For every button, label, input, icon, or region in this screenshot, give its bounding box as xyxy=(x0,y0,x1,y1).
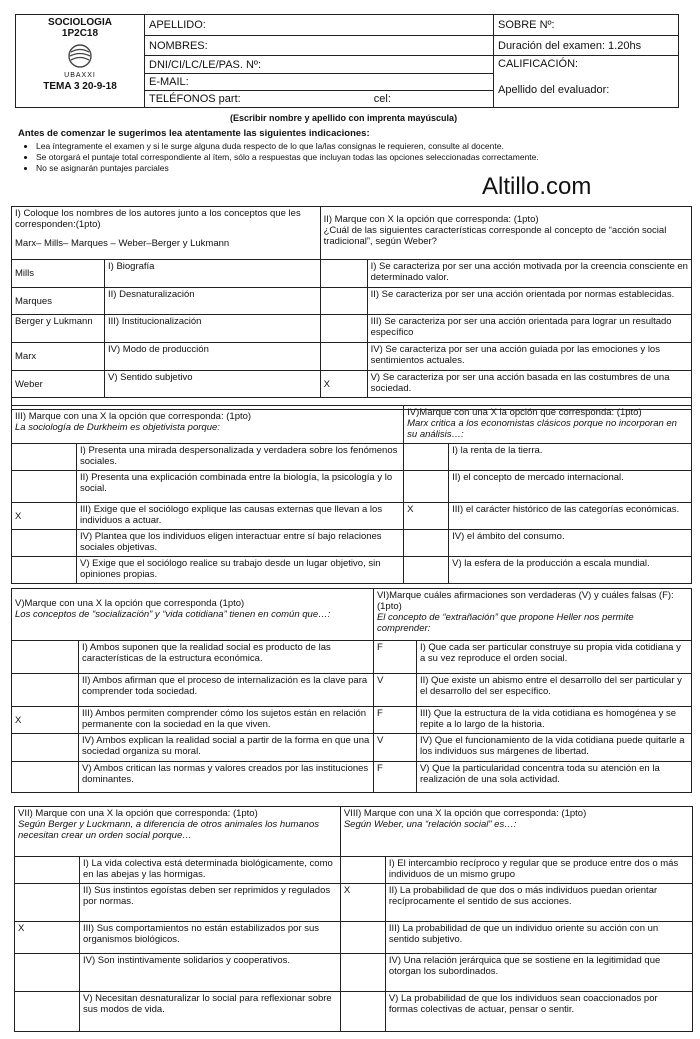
q1-authors: Marx– Mills– Marques – Weber–Berger y Lukmann xyxy=(15,238,230,249)
q6-option: IV) Que el funcionamiento de la vida cotidiana puede quitarle a los individuos sus márgenes de libertad. xyxy=(416,734,691,762)
q3-title: III) Marque con una X la opción que corresponda: (1pto) xyxy=(15,411,252,422)
q4-mark-cell[interactable] xyxy=(404,530,449,557)
q2-mark-cell[interactable]: X xyxy=(320,371,367,398)
q6-header xyxy=(373,589,691,641)
q1-concept: IV) Modo de producción xyxy=(105,343,321,371)
uba-logo-icon xyxy=(60,43,100,69)
course-box xyxy=(16,15,145,108)
question-block-5-6 xyxy=(11,588,692,793)
q6-option: III) Que la estructura de la vida cotidiana es homogénea y se repite a lo largo de la historia. xyxy=(416,707,691,734)
q2-header xyxy=(320,207,691,260)
q8-mark-cell[interactable] xyxy=(340,922,385,954)
course-code: 1P2C18 xyxy=(61,28,99,39)
q2-option: IV) Se caracteriza por ser una acción guiada por las emociones y los sentimientos actuales. xyxy=(367,343,691,371)
q1-concept: I) Biografía xyxy=(105,260,321,288)
q1-author-cell[interactable]: Marx xyxy=(12,343,105,371)
q1-author-cell[interactable]: Mills xyxy=(12,260,105,288)
q1-author-cell[interactable]: Marques xyxy=(12,288,105,315)
calificacion-label: CALIFICACIÓN: xyxy=(498,58,579,70)
q4-mark-cell[interactable] xyxy=(404,444,449,471)
q6-option: V) Que la particularidad concentra toda su atención en la realización de una sola actividad. xyxy=(416,762,691,793)
q4-option: I) la renta de la tierra. xyxy=(449,444,692,471)
course-name: SOCIOLOGIA xyxy=(48,17,112,28)
q2-option: I) Se caracteriza por ser una acción motivada por la creencia consciente en determinado valor. xyxy=(367,260,691,288)
q6-mark-cell[interactable]: F xyxy=(373,707,416,734)
q7-title: VII) Marque con una X la opción que corresponda: (1pto) xyxy=(18,808,258,819)
q8-option: IV) Una relación jerárquica que se sostiene en la legitimidad que otorgan los subordinados. xyxy=(385,954,692,992)
q8-title: VIII) Marque con una X la opción que corresponda: (1pto) xyxy=(343,808,587,819)
q7-header xyxy=(15,807,341,857)
q2-mark-cell[interactable] xyxy=(320,343,367,371)
q2-title: II) Marque con X la opción que corresponda: (1pto) xyxy=(323,214,539,225)
q4-question: Marx critica a los economistas clásicos porque no incorporan en su análisis…: xyxy=(407,418,677,440)
q8-mark-cell[interactable] xyxy=(340,857,385,884)
q8-mark-cell[interactable]: X xyxy=(340,884,385,922)
watermark: Altillo.com xyxy=(482,173,592,200)
q7-mark-cell[interactable] xyxy=(15,857,80,884)
telefonos-field[interactable] xyxy=(145,91,494,108)
q6-mark-cell[interactable]: F xyxy=(373,641,416,674)
q3-mark-cell[interactable] xyxy=(12,444,77,471)
q1-header xyxy=(12,207,321,260)
cel-label: cel: xyxy=(373,93,391,105)
q7-option: II) Sus instintos egoístas deben ser reprimidos y regulados por normas. xyxy=(80,884,341,922)
q5-option: IV) Ambos explican la realidad social a partir de la forma en que una sociedad organiza su moral. xyxy=(79,734,374,762)
q5-option: I) Ambos suponen que la realidad social es producto de las características de la estructura económica. xyxy=(79,641,374,674)
q4-mark-cell[interactable] xyxy=(404,471,449,503)
q3-option: II) Presenta una explicación combinada entre la biología, la psicología y lo social. xyxy=(77,471,404,503)
q5-mark-cell[interactable]: X xyxy=(12,707,79,734)
q8-mark-cell[interactable] xyxy=(340,954,385,992)
q1-author-cell[interactable]: Weber xyxy=(12,371,105,398)
q8-option: III) La probabilidad de que un individuo oriente su acción con un sentido subjetivo. xyxy=(385,922,692,954)
q3-mark-cell[interactable] xyxy=(12,471,77,503)
dni-field[interactable]: DNI/CI/LC/LE/PAS. Nº: xyxy=(145,56,494,74)
q6-mark-cell[interactable]: V xyxy=(373,734,416,762)
q5-option: V) Ambos critican las normas y valores creados por las instituciones dominantes. xyxy=(79,762,374,793)
q3-option: III) Exige que el sociólogo explique las causas externas que llevan a los individuos a actuar. xyxy=(77,503,404,530)
q5-option: III) Ambos permiten comprender cómo los sujetos están en relación permanente con la sociedad en la que viven. xyxy=(79,707,374,734)
instructions xyxy=(18,128,678,174)
q8-option: V) La probabilidad de que los individuos sean coaccionados por formas colectivas de actuar, pensar o sentir. xyxy=(385,992,692,1032)
q2-mark-cell[interactable] xyxy=(320,260,367,288)
q3-mark-cell[interactable] xyxy=(12,530,77,557)
q4-option: III) el carácter histórico de las categorías económicas. xyxy=(449,503,692,530)
q7-mark-cell[interactable]: X xyxy=(15,922,80,954)
q4-mark-cell[interactable] xyxy=(404,557,449,584)
nombres-field[interactable]: NOMBRES: xyxy=(145,36,494,56)
q4-option: V) la esfera de la producción a escala mundial. xyxy=(449,557,692,584)
q3-question: La sociología de Durkheim es objetivista porque: xyxy=(15,422,220,433)
instruction-item: • Se otorgará el puntaje total correspondiente al ítem, sólo a respuestas que incluyan todas las opciones seleccionadas correctamente. xyxy=(36,152,678,163)
q2-question: ¿Cuál de las siguientes características corresponde al concepto de “acción social tradicional”, según Weber? xyxy=(323,225,667,247)
q4-header xyxy=(404,406,692,444)
q7-option: IV) Son instintivamente solidarios y cooperativos. xyxy=(80,954,341,992)
q5-mark-cell[interactable] xyxy=(12,762,79,793)
q1-concept: V) Sentido subjetivo xyxy=(105,371,321,398)
q5-question: Los conceptos de “socialización” y “vida cotidiana” tienen en común que…: xyxy=(15,609,331,620)
q2-mark-cell[interactable] xyxy=(320,315,367,343)
q5-mark-cell[interactable] xyxy=(12,734,79,762)
q2-mark-cell[interactable] xyxy=(320,288,367,315)
evaluador-label: Apellido del evaluador: xyxy=(498,84,610,96)
q8-question: Según Weber, una “relación social” es…: xyxy=(343,819,517,830)
q6-mark-cell[interactable]: V xyxy=(373,674,416,707)
sobre-field[interactable]: SOBRE Nº: xyxy=(494,15,679,36)
tema-date: TEMA 3 20-9-18 xyxy=(43,81,117,92)
q5-option: II) Ambos afirman que el proceso de internalización es la clave para comprender toda sociedad. xyxy=(79,674,374,707)
q4-option: II) el concepto de mercado internacional. xyxy=(449,471,692,503)
question-block-1-2 xyxy=(11,206,692,410)
q5-mark-cell[interactable] xyxy=(12,674,79,707)
q4-mark-cell[interactable]: X xyxy=(404,503,449,530)
apellido-field[interactable]: APELLIDO: xyxy=(145,15,494,36)
telefonos-label: TELÉFONOS part: xyxy=(149,93,241,105)
instructions-list xyxy=(18,141,678,174)
q3-mark-cell[interactable]: X xyxy=(12,503,77,530)
q1-author-cell[interactable]: Berger y Lukmann xyxy=(12,315,105,343)
q3-header xyxy=(12,406,404,444)
q5-title: V)Marque con una X la opción que corresponda (1pto) xyxy=(15,598,245,609)
duracion-text: Duración del examen: 1.20hs xyxy=(494,36,679,56)
q4-title: IV)Marque con una X la opción que corresponda: (1pto) xyxy=(407,407,642,418)
q1-concept: III) Institucionalización xyxy=(105,315,321,343)
q3-mark-cell[interactable] xyxy=(12,557,77,584)
instruction-item: • No se asignarán puntajes parciales xyxy=(36,163,678,174)
header-form xyxy=(15,14,679,108)
q7-mark-cell[interactable] xyxy=(15,884,80,922)
q7-option: I) La vida colectiva está determinada biológicamente, como en las abejas y las hormigas. xyxy=(80,857,341,884)
q2-option: II) Se caracteriza por ser una acción orientada por normas establecidas. xyxy=(367,288,691,315)
q6-mark-cell[interactable]: F xyxy=(373,762,416,793)
q5-mark-cell[interactable] xyxy=(12,641,79,674)
q6-option: I) Que cada ser particular construye su propia vida cotidiana y a su vez reproduce el orden social. xyxy=(416,641,691,674)
q6-option: II) Que existe un abismo entre el desarrollo del ser particular y el desarrollo del ser específico. xyxy=(416,674,691,707)
instructions-intro: Antes de comenzar le sugerimos lea atentamente las siguientes indicaciones: xyxy=(18,128,370,139)
header-note: (Escribir nombre y apellido con imprenta mayúscula) xyxy=(230,113,458,123)
email-field[interactable]: E-MAIL: xyxy=(145,74,494,91)
q3-option: IV) Plantea que los individuos eligen interactuar entre sí bajo relaciones sociales objetivas. xyxy=(77,530,404,557)
q7-question: Según Berger y Luckmann, a diferencia de otros animales los humanos necesitan crear un orden social porque… xyxy=(18,819,320,841)
q8-mark-cell[interactable] xyxy=(340,992,385,1032)
q3-option: V) Exige que el sociólogo realice su trabajo desde un lugar objetivo, sin opiniones propias. xyxy=(77,557,404,584)
question-block-7-8 xyxy=(14,806,693,1032)
q5-header xyxy=(12,589,374,641)
q4-option: IV) el ámbito del consumo. xyxy=(449,530,692,557)
q3-option: I) Presenta una mirada despersonalizada y verdadera sobre los fenómenos sociales. xyxy=(77,444,404,471)
q8-header xyxy=(340,807,692,857)
q6-question: El concepto de “extrañación” que propone Heller nos permite comprender: xyxy=(376,612,634,634)
q7-option: III) Sus comportamientos no están estabilizados por sus organismos biológicos. xyxy=(80,922,341,954)
q1-concept: II) Desnaturalización xyxy=(105,288,321,315)
q1-title: I) Coloque los nombres de los autores junto a los conceptos que les corresponden:(1pto) xyxy=(15,208,301,230)
q7-mark-cell[interactable] xyxy=(15,992,80,1032)
q8-option: II) La probabilidad de que dos o más individuos puedan orientar recíprocamente el sentido de sus acciones. xyxy=(385,884,692,922)
logo-text: UBAXXI xyxy=(64,72,96,79)
calificacion-box[interactable] xyxy=(494,56,679,108)
q2-option: V) Se caracteriza por ser una acción basada en las costumbres de una sociedad. xyxy=(367,371,691,398)
instruction-item: • Lea íntegramente el examen y si le surge alguna duda respecto de lo que la/las consignas le requieren, consulte al docente. xyxy=(36,141,678,152)
q8-option: I) El intercambio recíproco y regular que se produce entre dos o más individuos de un mismo grupo xyxy=(385,857,692,884)
q7-mark-cell[interactable] xyxy=(15,954,80,992)
q6-title: VI)Marque cuáles afirmaciones son verdaderas (V) y cuáles falsas (F):(1pto) xyxy=(376,590,674,612)
question-block-3-4 xyxy=(11,405,692,584)
q7-option: V) Necesitan desnaturalizar lo social para reflexionar sobre sus modos de vida. xyxy=(80,992,341,1032)
q2-option: III) Se caracteriza por ser una acción orientada para lograr un resultado específico xyxy=(367,315,691,343)
